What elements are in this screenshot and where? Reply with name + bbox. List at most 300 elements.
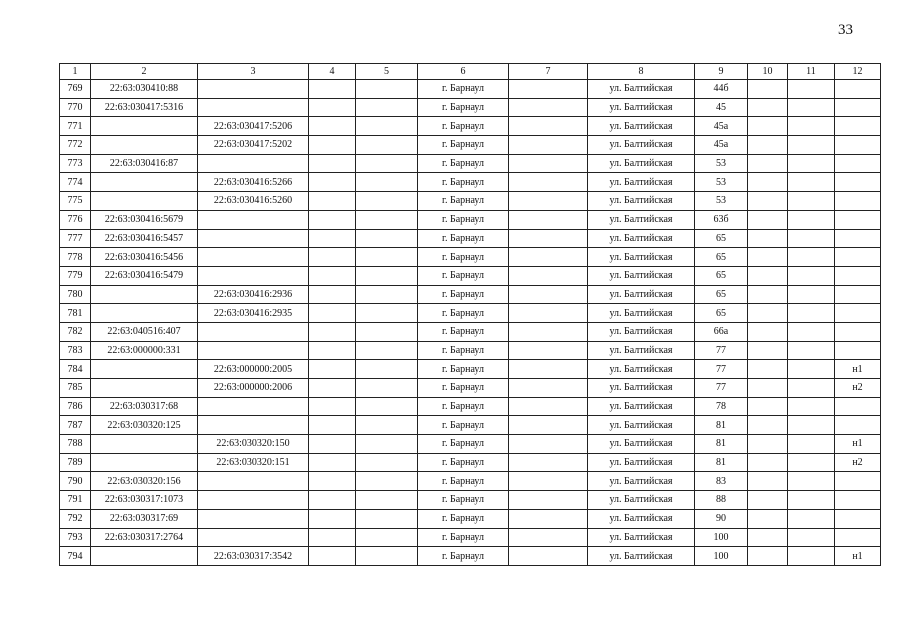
- city-cell: г. Барнаул: [418, 285, 509, 304]
- col-7-cell: [509, 248, 588, 267]
- cadastral-number-cell: 22:63:030416:5457: [91, 229, 198, 248]
- col-11-cell: [788, 528, 835, 547]
- col-7-cell: [509, 397, 588, 416]
- row-number-cell: 792: [60, 509, 91, 528]
- col-10-cell: [748, 360, 788, 379]
- street-cell: ул. Балтийская: [588, 192, 695, 211]
- col-10-cell: [748, 229, 788, 248]
- col-7-cell: [509, 229, 588, 248]
- col-4-cell: [309, 509, 356, 528]
- col-10-cell: [748, 192, 788, 211]
- note-cell: [835, 210, 881, 229]
- col-7-cell: [509, 98, 588, 117]
- cadastral-number-cell: [91, 173, 198, 192]
- related-cadastral-number-cell: [198, 322, 309, 341]
- col-7-cell: [509, 379, 588, 398]
- row-number-cell: 794: [60, 547, 91, 566]
- row-number-cell: 780: [60, 285, 91, 304]
- city-cell: г. Барнаул: [418, 173, 509, 192]
- col-5-cell: [356, 509, 418, 528]
- cadastral-number-cell: 22:63:030417:5316: [91, 98, 198, 117]
- table-row: [60, 173, 881, 192]
- related-cadastral-number-cell: 22:63:030417:5202: [198, 136, 309, 155]
- col-11-cell: [788, 173, 835, 192]
- col-5-cell: [356, 491, 418, 510]
- cadastral-number-cell: 22:63:030416:5479: [91, 266, 198, 285]
- city-cell: г. Барнаул: [418, 435, 509, 454]
- table-row: [60, 491, 881, 510]
- street-cell: ул. Балтийская: [588, 248, 695, 267]
- col-10-cell: [748, 341, 788, 360]
- col-4-cell: [309, 98, 356, 117]
- col-10-cell: [748, 304, 788, 323]
- col-7-cell: [509, 80, 588, 99]
- city-cell: г. Барнаул: [418, 98, 509, 117]
- city-cell: г. Барнаул: [418, 547, 509, 566]
- col-4-cell: [309, 192, 356, 211]
- table-row: [60, 136, 881, 155]
- col-4-cell: [309, 491, 356, 510]
- col-5-cell: [356, 453, 418, 472]
- cadastral-number-cell: 22:63:030317:1073: [91, 491, 198, 510]
- col-7-cell: [509, 435, 588, 454]
- col-10-cell: [748, 154, 788, 173]
- street-cell: ул. Балтийская: [588, 435, 695, 454]
- col-10-cell: [748, 509, 788, 528]
- col-10-cell: [748, 322, 788, 341]
- col-11-cell: [788, 379, 835, 398]
- header-row: [60, 64, 881, 80]
- house-number-cell: 45: [695, 98, 748, 117]
- street-cell: ул. Балтийская: [588, 322, 695, 341]
- house-number-cell: 45а: [695, 117, 748, 136]
- house-number-cell: 65: [695, 229, 748, 248]
- col-11-cell: [788, 98, 835, 117]
- col-11-cell: [788, 360, 835, 379]
- street-cell: ул. Балтийская: [588, 117, 695, 136]
- col-7-cell: [509, 322, 588, 341]
- row-number-cell: 782: [60, 322, 91, 341]
- col-10-cell: [748, 397, 788, 416]
- street-cell: ул. Балтийская: [588, 304, 695, 323]
- col-7-cell: [509, 192, 588, 211]
- cadastral-number-cell: 22:63:030416:5679: [91, 210, 198, 229]
- col-5-cell: [356, 322, 418, 341]
- street-cell: ул. Балтийская: [588, 472, 695, 491]
- related-cadastral-number-cell: [198, 528, 309, 547]
- note-cell: [835, 98, 881, 117]
- street-cell: ул. Балтийская: [588, 509, 695, 528]
- house-number-cell: 66а: [695, 322, 748, 341]
- related-cadastral-number-cell: [198, 472, 309, 491]
- note-cell: [835, 322, 881, 341]
- city-cell: г. Барнаул: [418, 453, 509, 472]
- table-header: [60, 64, 881, 80]
- col-10-cell: [748, 547, 788, 566]
- col-11-cell: [788, 491, 835, 510]
- cadastral-number-cell: 22:63:040516:407: [91, 322, 198, 341]
- col-5-cell: [356, 154, 418, 173]
- city-cell: г. Барнаул: [418, 509, 509, 528]
- street-cell: ул. Балтийская: [588, 379, 695, 398]
- col-5-cell: [356, 136, 418, 155]
- table-row: [60, 509, 881, 528]
- city-cell: г. Барнаул: [418, 397, 509, 416]
- related-cadastral-number-cell: [198, 98, 309, 117]
- table-row: [60, 453, 881, 472]
- col-10-cell: [748, 266, 788, 285]
- house-number-cell: 65: [695, 285, 748, 304]
- col-7-cell: [509, 154, 588, 173]
- city-cell: г. Барнаул: [418, 304, 509, 323]
- street-cell: ул. Балтийская: [588, 528, 695, 547]
- note-cell: [835, 416, 881, 435]
- row-number-cell: 793: [60, 528, 91, 547]
- related-cadastral-number-cell: 22:63:030317:3542: [198, 547, 309, 566]
- col-11-cell: [788, 509, 835, 528]
- col-4-cell: [309, 80, 356, 99]
- col-4-cell: [309, 341, 356, 360]
- row-number-cell: 788: [60, 435, 91, 454]
- city-cell: г. Барнаул: [418, 266, 509, 285]
- note-cell: н1: [835, 547, 881, 566]
- col-5-cell: [356, 98, 418, 117]
- note-cell: [835, 154, 881, 173]
- street-cell: ул. Балтийская: [588, 98, 695, 117]
- col-5-cell: [356, 528, 418, 547]
- col-4-cell: [309, 416, 356, 435]
- cadastral-number-cell: 22:63:030416:5456: [91, 248, 198, 267]
- col-5-cell: [356, 192, 418, 211]
- col-4-cell: [309, 379, 356, 398]
- cadastral-number-cell: [91, 117, 198, 136]
- col-4-cell: [309, 210, 356, 229]
- note-cell: [835, 80, 881, 99]
- col-10-cell: [748, 210, 788, 229]
- street-cell: ул. Балтийская: [588, 229, 695, 248]
- col-7-cell: [509, 453, 588, 472]
- note-cell: [835, 491, 881, 510]
- col-11-cell: [788, 266, 835, 285]
- registry-table: [59, 63, 881, 566]
- related-cadastral-number-cell: [198, 397, 309, 416]
- col-5-cell: [356, 304, 418, 323]
- cadastral-number-cell: [91, 453, 198, 472]
- row-number-cell: 790: [60, 472, 91, 491]
- city-cell: г. Барнаул: [418, 229, 509, 248]
- col-5-cell: [356, 416, 418, 435]
- col-10-cell: [748, 435, 788, 454]
- column-header-5: 5: [356, 64, 418, 80]
- row-number-cell: 778: [60, 248, 91, 267]
- col-5-cell: [356, 173, 418, 192]
- col-4-cell: [309, 136, 356, 155]
- col-5-cell: [356, 397, 418, 416]
- city-cell: г. Барнаул: [418, 416, 509, 435]
- related-cadastral-number-cell: 22:63:030320:150: [198, 435, 309, 454]
- related-cadastral-number-cell: [198, 509, 309, 528]
- cadastral-number-cell: 22:63:030317:68: [91, 397, 198, 416]
- col-11-cell: [788, 472, 835, 491]
- table-row: [60, 98, 881, 117]
- house-number-cell: 65: [695, 304, 748, 323]
- col-10-cell: [748, 136, 788, 155]
- city-cell: г. Барнаул: [418, 379, 509, 398]
- col-11-cell: [788, 192, 835, 211]
- house-number-cell: 45а: [695, 136, 748, 155]
- house-number-cell: 44б: [695, 80, 748, 99]
- city-cell: г. Барнаул: [418, 210, 509, 229]
- table-row: [60, 341, 881, 360]
- street-cell: ул. Балтийская: [588, 266, 695, 285]
- col-7-cell: [509, 304, 588, 323]
- col-4-cell: [309, 285, 356, 304]
- table-row: [60, 154, 881, 173]
- col-4-cell: [309, 117, 356, 136]
- related-cadastral-number-cell: 22:63:030416:5266: [198, 173, 309, 192]
- related-cadastral-number-cell: 22:63:030417:5206: [198, 117, 309, 136]
- col-4-cell: [309, 547, 356, 566]
- col-10-cell: [748, 248, 788, 267]
- city-cell: г. Барнаул: [418, 528, 509, 547]
- column-header-3: 3: [198, 64, 309, 80]
- col-4-cell: [309, 453, 356, 472]
- house-number-cell: 63б: [695, 210, 748, 229]
- house-number-cell: 53: [695, 192, 748, 211]
- table-row: [60, 397, 881, 416]
- city-cell: г. Барнаул: [418, 491, 509, 510]
- house-number-cell: 88: [695, 491, 748, 510]
- note-cell: [835, 528, 881, 547]
- col-7-cell: [509, 285, 588, 304]
- related-cadastral-number-cell: [198, 416, 309, 435]
- note-cell: [835, 285, 881, 304]
- note-cell: [835, 173, 881, 192]
- related-cadastral-number-cell: [198, 229, 309, 248]
- row-number-cell: 787: [60, 416, 91, 435]
- col-11-cell: [788, 416, 835, 435]
- col-11-cell: [788, 136, 835, 155]
- col-7-cell: [509, 509, 588, 528]
- cadastral-number-cell: 22:63:030317:2764: [91, 528, 198, 547]
- house-number-cell: 81: [695, 416, 748, 435]
- row-number-cell: 771: [60, 117, 91, 136]
- city-cell: г. Барнаул: [418, 154, 509, 173]
- street-cell: ул. Балтийская: [588, 210, 695, 229]
- col-11-cell: [788, 154, 835, 173]
- col-7-cell: [509, 491, 588, 510]
- city-cell: г. Барнаул: [418, 472, 509, 491]
- house-number-cell: 83: [695, 472, 748, 491]
- column-header-9: 9: [695, 64, 748, 80]
- house-number-cell: 78: [695, 397, 748, 416]
- house-number-cell: 77: [695, 341, 748, 360]
- row-number-cell: 791: [60, 491, 91, 510]
- house-number-cell: 100: [695, 528, 748, 547]
- col-11-cell: [788, 80, 835, 99]
- cadastral-number-cell: [91, 547, 198, 566]
- cadastral-number-cell: 22:63:030410:88: [91, 80, 198, 99]
- note-cell: н2: [835, 453, 881, 472]
- street-cell: ул. Балтийская: [588, 285, 695, 304]
- col-7-cell: [509, 341, 588, 360]
- column-header-12: 12: [835, 64, 881, 80]
- col-11-cell: [788, 210, 835, 229]
- street-cell: ул. Балтийская: [588, 136, 695, 155]
- col-7-cell: [509, 173, 588, 192]
- related-cadastral-number-cell: 22:63:030320:151: [198, 453, 309, 472]
- note-cell: н1: [835, 360, 881, 379]
- house-number-cell: 90: [695, 509, 748, 528]
- col-10-cell: [748, 98, 788, 117]
- street-cell: ул. Балтийская: [588, 491, 695, 510]
- col-11-cell: [788, 453, 835, 472]
- column-header-8: 8: [588, 64, 695, 80]
- note-cell: [835, 304, 881, 323]
- note-cell: [835, 509, 881, 528]
- col-5-cell: [356, 285, 418, 304]
- street-cell: ул. Балтийская: [588, 173, 695, 192]
- col-11-cell: [788, 547, 835, 566]
- city-cell: г. Барнаул: [418, 322, 509, 341]
- note-cell: [835, 192, 881, 211]
- house-number-cell: 77: [695, 360, 748, 379]
- row-number-cell: 776: [60, 210, 91, 229]
- table-row: [60, 322, 881, 341]
- col-4-cell: [309, 322, 356, 341]
- note-cell: [835, 397, 881, 416]
- col-11-cell: [788, 341, 835, 360]
- table-row: [60, 472, 881, 491]
- col-7-cell: [509, 360, 588, 379]
- table-body: [60, 80, 881, 566]
- related-cadastral-number-cell: [198, 341, 309, 360]
- table-row: [60, 117, 881, 136]
- col-10-cell: [748, 379, 788, 398]
- cadastral-number-cell: 22:63:030317:69: [91, 509, 198, 528]
- street-cell: ул. Балтийская: [588, 397, 695, 416]
- col-4-cell: [309, 435, 356, 454]
- row-number-cell: 777: [60, 229, 91, 248]
- column-header-7: 7: [509, 64, 588, 80]
- row-number-cell: 779: [60, 266, 91, 285]
- table-row: [60, 80, 881, 99]
- city-cell: г. Барнаул: [418, 248, 509, 267]
- table-row: [60, 285, 881, 304]
- row-number-cell: 774: [60, 173, 91, 192]
- col-5-cell: [356, 80, 418, 99]
- house-number-cell: 81: [695, 453, 748, 472]
- house-number-cell: 100: [695, 547, 748, 566]
- column-header-10: 10: [748, 64, 788, 80]
- table-row: [60, 360, 881, 379]
- row-number-cell: 775: [60, 192, 91, 211]
- col-5-cell: [356, 117, 418, 136]
- col-7-cell: [509, 528, 588, 547]
- cadastral-number-cell: 22:63:030416:87: [91, 154, 198, 173]
- cadastral-number-cell: [91, 285, 198, 304]
- related-cadastral-number-cell: [198, 154, 309, 173]
- city-cell: г. Барнаул: [418, 192, 509, 211]
- related-cadastral-number-cell: 22:63:000000:2005: [198, 360, 309, 379]
- note-cell: [835, 136, 881, 155]
- col-10-cell: [748, 491, 788, 510]
- city-cell: г. Барнаул: [418, 80, 509, 99]
- house-number-cell: 81: [695, 435, 748, 454]
- row-number-cell: 770: [60, 98, 91, 117]
- city-cell: г. Барнаул: [418, 136, 509, 155]
- col-5-cell: [356, 360, 418, 379]
- cadastral-number-cell: 22:63:030320:156: [91, 472, 198, 491]
- table-row: [60, 192, 881, 211]
- note-cell: [835, 266, 881, 285]
- related-cadastral-number-cell: 22:63:000000:2006: [198, 379, 309, 398]
- col-10-cell: [748, 80, 788, 99]
- page-number: 33: [838, 22, 853, 38]
- street-cell: ул. Балтийская: [588, 80, 695, 99]
- column-header-2: 2: [91, 64, 198, 80]
- related-cadastral-number-cell: [198, 248, 309, 267]
- column-header-11: 11: [788, 64, 835, 80]
- col-4-cell: [309, 266, 356, 285]
- related-cadastral-number-cell: 22:63:030416:5260: [198, 192, 309, 211]
- house-number-cell: 53: [695, 154, 748, 173]
- note-cell: н2: [835, 379, 881, 398]
- column-header-1: 1: [60, 64, 91, 80]
- table-row: [60, 266, 881, 285]
- note-cell: [835, 341, 881, 360]
- col-7-cell: [509, 547, 588, 566]
- col-10-cell: [748, 173, 788, 192]
- cadastral-number-cell: 22:63:030320:125: [91, 416, 198, 435]
- cadastral-number-cell: [91, 360, 198, 379]
- col-4-cell: [309, 528, 356, 547]
- cadastral-number-cell: [91, 379, 198, 398]
- street-cell: ул. Балтийская: [588, 154, 695, 173]
- col-4-cell: [309, 248, 356, 267]
- row-number-cell: 783: [60, 341, 91, 360]
- col-5-cell: [356, 210, 418, 229]
- col-4-cell: [309, 360, 356, 379]
- col-10-cell: [748, 528, 788, 547]
- table-row: [60, 379, 881, 398]
- table-row: [60, 248, 881, 267]
- related-cadastral-number-cell: [198, 491, 309, 510]
- col-11-cell: [788, 285, 835, 304]
- col-7-cell: [509, 472, 588, 491]
- house-number-cell: 65: [695, 266, 748, 285]
- col-5-cell: [356, 341, 418, 360]
- cadastral-number-cell: [91, 435, 198, 454]
- col-7-cell: [509, 210, 588, 229]
- col-11-cell: [788, 117, 835, 136]
- city-cell: г. Барнаул: [418, 360, 509, 379]
- note-cell: [835, 229, 881, 248]
- house-number-cell: 77: [695, 379, 748, 398]
- col-5-cell: [356, 229, 418, 248]
- cadastral-number-cell: [91, 136, 198, 155]
- table-row: [60, 435, 881, 454]
- col-10-cell: [748, 453, 788, 472]
- related-cadastral-number-cell: [198, 80, 309, 99]
- col-7-cell: [509, 136, 588, 155]
- col-7-cell: [509, 266, 588, 285]
- table-row: [60, 229, 881, 248]
- row-number-cell: 772: [60, 136, 91, 155]
- city-cell: г. Барнаул: [418, 117, 509, 136]
- note-cell: [835, 117, 881, 136]
- city-cell: г. Барнаул: [418, 341, 509, 360]
